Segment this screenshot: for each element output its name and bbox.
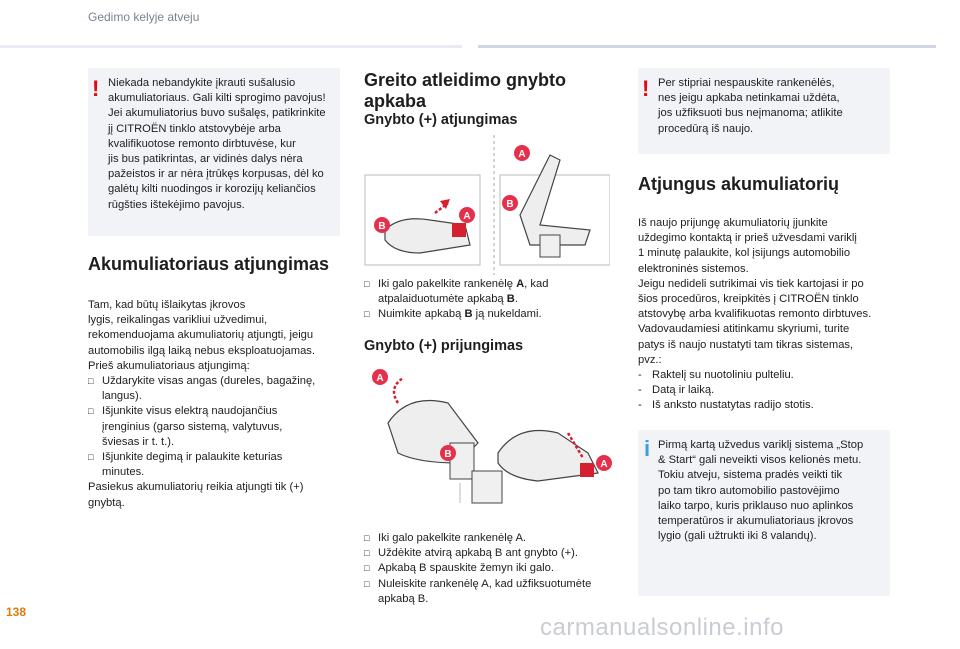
terminal-disconnect-illustration — [360, 135, 610, 275]
terminal-post — [540, 235, 560, 257]
pressure-warning-box — [638, 68, 890, 154]
clamp-right — [520, 155, 590, 245]
label-b-right: B — [506, 199, 514, 210]
after-disconnect-heading: Atjungus akumuliatorių — [638, 174, 840, 194]
list-item: - Datą ir laiką. — [638, 384, 715, 397]
header-rule-left — [0, 45, 462, 48]
list-item: - Raktelį su nuotoliniu pulteliu. — [638, 369, 794, 382]
watermark: carmanualsonline.info — [540, 614, 784, 641]
battery-disconnect-heading: Akumuliatoriaus atjungimas — [88, 254, 330, 274]
list-item: - Iš anksto nustatytas radijo stotis. — [638, 399, 814, 412]
list-item: □ Uždėkite atvirą apkabą B ant gnybto (+). — [364, 547, 578, 560]
label-b-left: B — [378, 221, 386, 232]
stop-start-info-text: Pirmą kartą užvedus variklį sistema „Stop & Start“ gali neveikti visos kelionės metu. Tokiu atveju, sistema pradės veikti tik po tam tikro automobilio pastovėjimo laiko tarpo, kuris priklauso nuo aplinkos temperatūros ir akumuliatoriaus įkrovos lygio (gali užtrukti iki 8 valandų). — [658, 439, 864, 543]
label-a-connect-left: A — [376, 373, 384, 384]
label-b-connect: B — [444, 449, 452, 460]
running-header: Gedimo kelyje atveju — [88, 10, 200, 24]
pressure-warning-text: Per stipriai nespauskite rankenėlės, nes jeigu apkaba netinkamai uždėta, jos užfiksuoti bus neįmanoma; atlikite procedūrą iš naujo. — [658, 77, 843, 135]
header-rule-right — [478, 45, 936, 48]
frost-warning-box — [88, 68, 340, 236]
warning-icon: ! — [642, 76, 650, 101]
list-item: □ Iki galo pakelkite rankenėlę A. — [364, 532, 527, 544]
frost-warning-text: Niekada nebandykite įkrauti sušalusio akumuliatoriaus. Gali kilti sprogimo pavojus! Jei akumuliatorius buvo sušalęs, patikrinkite jį CITROËN tinklo atstovybėje arba kvalifikuotose remonto dirbtuvėse, kur jis bus patikrintas, ar vidinės dalys nėra pažeistos ir ar nėra įtrūkęs korpusas, dėl ko galėtų kilti nuodingos ir korozijų keliančios rūgšties ištekėjimo pavojus. — [108, 77, 326, 211]
list-item: □ Išjunkite degimą ir palaukite keturias minutes. — [88, 451, 283, 479]
page-number: 138 — [6, 605, 27, 619]
lift-arrow-connect — [394, 378, 403, 403]
label-a-right: A — [518, 149, 526, 160]
list-item: □ Uždarykite visas angas (dureles, bagažinę, langus). — [88, 375, 316, 403]
lever-a-right — [580, 463, 594, 477]
terminal-post-right — [472, 471, 502, 503]
label-a-left: A — [463, 211, 471, 222]
terminal-connect-illustration — [368, 363, 616, 513]
list-item: □ Nuimkite apkabą B ją nukeldami. — [364, 308, 542, 321]
connect-steps — [364, 531, 620, 607]
connect-subheading: Gnybto (+) prijungimas — [364, 338, 524, 354]
after-disconnect-body: Iš naujo prijungę akumuliatorių įjunkite uždegimo kontaktą ir prieš užvesdami variklį 1 minutę palaukite, kol įsijungs automobilio elektroninės sistemos. Jeigu nedideli sutrikimai vis tiek kartojasi ir po šios procedūros, kreipkitės į CITROËN tinklo atstovybę arba kvalifikuotas remonto dirbtuves. Vadovaudamiesi atitinkamu skyriumi, turite patys iš naujo nustatyti tam tikras sistemas, pvz.: - Raktelį su nuotoliniu pulteliu. - Datą ir laiką. - Iš anksto nustatytas radijo stotis. — [638, 216, 894, 414]
battery-disconnect-body: Tam, kad būtų išlaikytas įkrovos lygis, reikalingas varikliui užvedimui, rekomenduojama akumuliatorių atjungti, jeigu automobilis ilgą laiką nebus eksploatuojamas. Prieš akumuliatoriaus atjungimą: □ Uždarykite visas angas (dureles, bagažinę, langus). □ Išjunkite visus elektrą naudojančius įrenginius (garso sistemą, valytuvus, šviesas ir t. t.). □ Išjunkite degimą ir palaukite keturias minutes. Pasiekus akumuliatorių reikia atjungti tik (+) gnybtą. — [88, 298, 348, 511]
lever-a-left — [452, 223, 466, 237]
stop-start-info-box — [638, 430, 890, 596]
list-item: □ Iki galo pakelkite rankenėlę A, kad atpalaiduotumėte apkabą B. — [364, 278, 549, 306]
quick-release-heading: Greito atleidimo gnybto apkaba — [364, 70, 567, 111]
list-item: □ Apkabą B spauskite žemyn iki galo. — [364, 562, 554, 575]
list-item: □ Išjunkite visus elektrą naudojančius įrenginius (garso sistemą, valytuvus, šviesas ir t. t.). — [88, 405, 283, 448]
warning-icon: ! — [92, 76, 100, 101]
disconnect-steps — [364, 277, 620, 323]
label-a-connect-right: A — [600, 459, 608, 470]
list-item: □ Nuleiskite rankenėlę A, kad užfiksuotumėte apkabą B. — [364, 577, 592, 605]
info-icon: i — [644, 436, 651, 461]
disconnect-subheading: Gnybto (+) atjungimas — [364, 112, 518, 128]
